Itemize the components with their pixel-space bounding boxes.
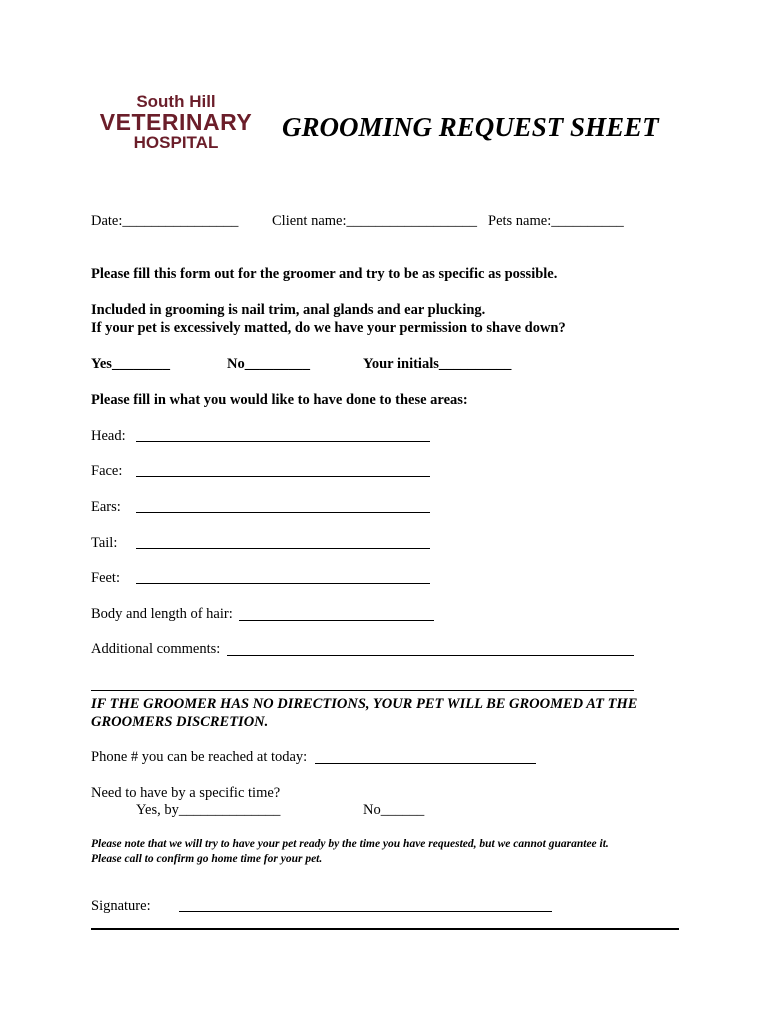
warning-line-1: IF THE GROOMER HAS NO DIRECTIONS, YOUR PET WILL BE GROOMED AT THE <box>91 696 638 712</box>
logo-line-2: VETERINARY <box>99 109 253 135</box>
pickup-note-line-1: Please note that we will try to have your pet ready by the time you have requested, but we cannot guarantee it. <box>91 838 609 850</box>
included-note: Included in grooming is nail trim, anal glands and ear plucking. <box>91 302 486 318</box>
permission-yes-field[interactable]: Yes________ <box>91 356 170 372</box>
areas-heading: Please fill in what you would like to have done to these areas: <box>91 392 468 408</box>
body-hair-label: Body and length of hair: <box>91 606 233 622</box>
specific-time-question: Need to have by a specific time? <box>91 785 281 801</box>
feet-input-line[interactable] <box>136 583 430 584</box>
pet-name-field[interactable]: Pets name:__________ <box>488 213 624 229</box>
logo-line-3: HOSPITAL <box>133 133 219 152</box>
permission-no-field[interactable]: No_________ <box>227 356 310 372</box>
fill-instructions: Please fill this form out for the groomer and try to be as specific as possible. <box>91 266 558 282</box>
comments-input-line-2[interactable] <box>91 690 634 691</box>
specific-time-yes-field[interactable]: Yes, by______________ <box>136 802 281 818</box>
specific-time-no-field[interactable]: No______ <box>363 802 425 818</box>
initials-field[interactable]: Your initials__________ <box>363 356 512 372</box>
phone-input-line[interactable] <box>315 763 536 764</box>
tail-label: Tail: <box>91 535 118 551</box>
matted-question: If your pet is excessively matted, do we have your permission to shave down? <box>91 320 566 336</box>
signature-label: Signature: <box>91 898 151 914</box>
ears-input-line[interactable] <box>136 512 430 513</box>
comments-input-line[interactable] <box>227 655 634 656</box>
phone-label: Phone # you can be reached at today: <box>91 749 308 765</box>
client-name-field[interactable]: Client name:__________________ <box>272 213 477 229</box>
logo-line-1: South Hill <box>136 92 216 111</box>
date-field[interactable]: Date:________________ <box>91 213 239 229</box>
tail-input-line[interactable] <box>136 548 430 549</box>
hospital-logo <box>90 92 262 154</box>
pickup-note-line-2: Please call to confirm go home time for your pet. <box>91 853 323 865</box>
signature-input-line[interactable] <box>179 911 552 912</box>
bottom-divider <box>91 928 679 930</box>
page-title: GROOMING REQUEST SHEET <box>282 112 659 142</box>
head-input-line[interactable] <box>136 441 430 442</box>
face-label: Face: <box>91 463 123 479</box>
comments-label: Additional comments: <box>91 641 221 657</box>
head-label: Head: <box>91 428 126 444</box>
face-input-line[interactable] <box>136 476 430 477</box>
ears-label: Ears: <box>91 499 121 515</box>
feet-label: Feet: <box>91 570 120 586</box>
warning-line-2: GROOMERS DISCRETION. <box>91 714 269 730</box>
body-hair-input-line[interactable] <box>239 620 434 621</box>
